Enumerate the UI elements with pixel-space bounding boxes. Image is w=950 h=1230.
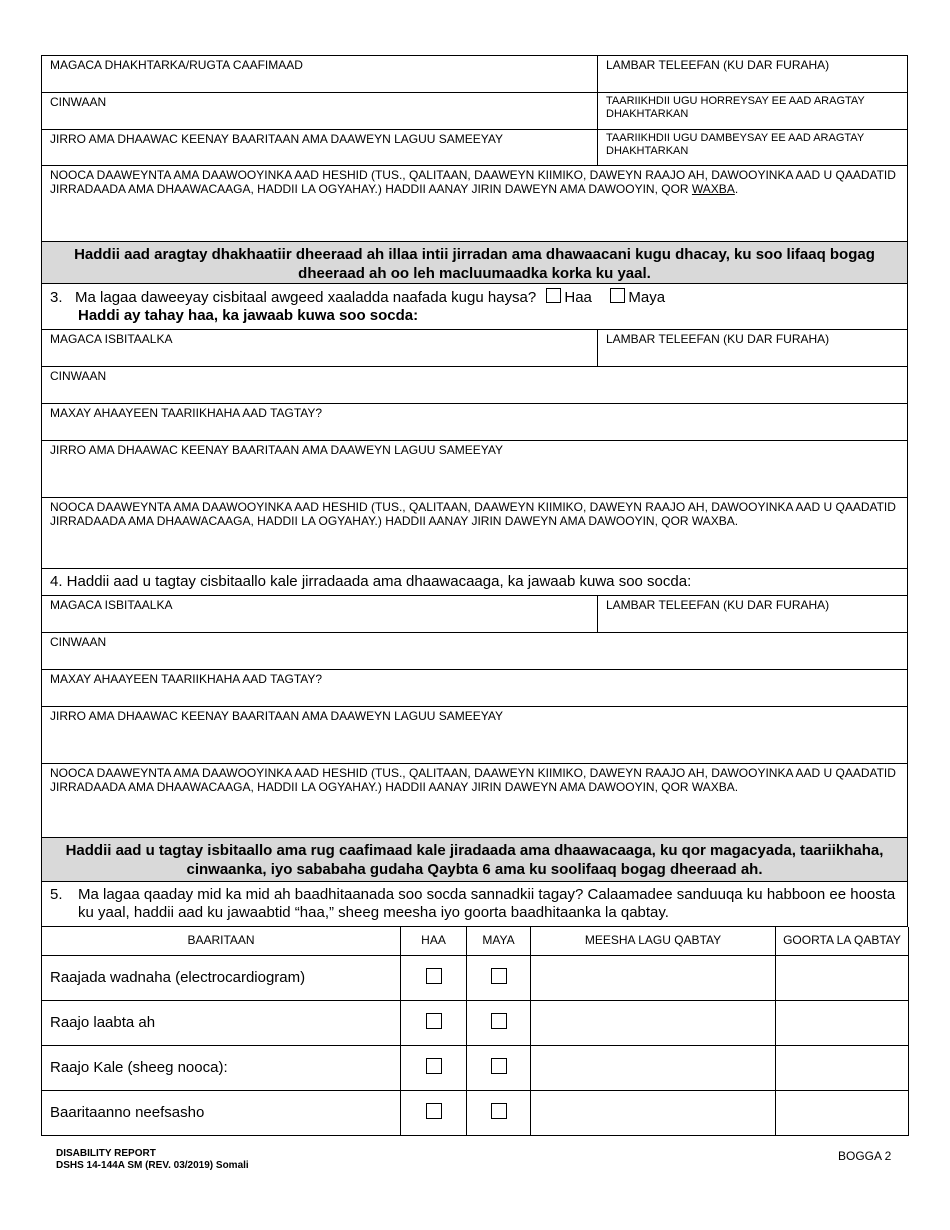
test-name: Raajo Kale (sheeg nooca): (42, 1045, 401, 1090)
question-5 (41, 882, 908, 927)
band-additional-doctors (41, 242, 908, 284)
yes-cell (401, 955, 467, 1000)
q4-dates-row (41, 670, 908, 707)
question-3-number: 3. (50, 289, 63, 306)
when-field[interactable] (776, 1090, 909, 1135)
q4-phone-field[interactable] (597, 596, 907, 632)
header-yes: HAA (401, 927, 467, 955)
when-field[interactable] (776, 1000, 909, 1045)
q4-treatment-row (41, 764, 908, 838)
q3-tests-label: JIRRO AMA DHAAWAC KEENAY BAARITAAN AMA DAAWEYN LAGUU SAMEEYAY (50, 443, 503, 457)
q4-treatment-label: NOOCA DAAWEYNTA AMA DAAWOOYINKA AAD HESHID (TUS., QALITAAN, DAAWEYN KIIMIKO, DAWEYN RAAJO AH, DAWOOYINKA AAD U QAADATID JIRRADAADA AMA DHAAWACAAGA, HADDII LA OGYAHAY.) HADDII AANAY JIRIN DAWEYN AMA DAWOOYIN, QOR WAXBA. (50, 766, 896, 794)
no-cell (467, 955, 531, 1000)
doctor-row-1 (41, 55, 908, 93)
q3-dates-label: MAXAY AHAAYEEN TAARIIKHAHA AAD TAGTAY? (50, 406, 323, 420)
q4-dates-label: MAXAY AHAAYEEN TAARIIKHAHA AAD TAGTAY? (50, 672, 323, 686)
question-3 (41, 284, 908, 330)
doctor-treatment-waxba: WAXBA (691, 182, 735, 196)
table-row (42, 955, 909, 1000)
test-name: Raajo laabta ah (42, 1000, 401, 1045)
q3-hospital-name-label: MAGACA ISBITAALKA (50, 332, 173, 346)
table-row (42, 1000, 909, 1045)
table-row (42, 1045, 909, 1090)
footer-title: DISABILITY REPORT (56, 1148, 156, 1159)
q4-tests-field[interactable] (42, 707, 907, 763)
no-cell (467, 1045, 531, 1090)
no-checkbox[interactable] (491, 1058, 507, 1074)
tests-table-header (42, 927, 909, 955)
doctor-phone-field[interactable] (597, 56, 907, 92)
first-visit-date-field[interactable] (597, 93, 907, 129)
q3-treatment-field[interactable] (42, 498, 907, 568)
place-field[interactable] (531, 1090, 776, 1135)
no-checkbox[interactable] (491, 1013, 507, 1029)
header-test: BAARITAAN (42, 927, 401, 955)
doctor-phone-label: LAMBAR TELEEFAN (KU DAR FURAHA) (606, 58, 830, 72)
no-checkbox[interactable] (491, 1103, 507, 1119)
doctor-tests-field[interactable] (42, 130, 597, 165)
q4-hospital-row (41, 596, 908, 633)
q3-dates-row (41, 404, 908, 441)
q4-hospital-name-field[interactable] (42, 596, 597, 632)
q3-yes-label: Haa (564, 289, 592, 306)
footer-form-id: DSHS 14-144A SM (REV. 03/2019) Somali (56, 1160, 249, 1171)
q4-address-label: CINWAAN (50, 635, 107, 649)
question-5-number: 5. (50, 886, 63, 903)
test-name: Raajada wadnaha (electrocardiogram) (42, 955, 401, 1000)
question-3-text: Ma lagaa daweeyay cisbitaal awgeed xaaladda naafada kugu haysa? (75, 289, 537, 306)
yes-checkbox[interactable] (426, 1013, 442, 1029)
yes-cell (401, 1045, 467, 1090)
place-field[interactable] (531, 955, 776, 1000)
q4-treatment-field[interactable] (42, 764, 907, 837)
no-checkbox[interactable] (491, 968, 507, 984)
test-name: Baaritaanno neefsasho (42, 1090, 401, 1135)
q3-no-checkbox[interactable] (610, 288, 625, 303)
q3-address-label: CINWAAN (50, 369, 107, 383)
yes-cell (401, 1000, 467, 1045)
band-other-hospitals (41, 838, 908, 882)
additional-doctors-note: Haddii aad aragtay dhakhaatiir dheeraad ah illaa intii jirradan ama dhawaacani kugu dhacay, ku soo lifaaq bogag dheeraad ah oo leh macluumaadka korka ku yaal. (42, 242, 907, 283)
header-when: GOORTA LA QABTAY (776, 927, 909, 955)
yes-checkbox[interactable] (426, 1103, 442, 1119)
question-5-content (42, 882, 907, 926)
q3-phone-label: LAMBAR TELEEFAN (KU DAR FURAHA) (606, 332, 830, 346)
yes-cell (401, 1090, 467, 1135)
doctor-row-2 (41, 93, 908, 130)
q4-address-row (41, 633, 908, 670)
doctor-address-label: CINWAAN (50, 95, 107, 109)
disability-form (41, 55, 908, 1136)
question-4-text: 4. Haddii aad u tagtay cisbitaallo kale jirradaada ama dhaawacaaga, ka jawaab kuwa soo socda: (50, 573, 692, 590)
doctor-treatment-period: . (734, 182, 739, 196)
no-cell (467, 1090, 531, 1135)
q4-tests-label: JIRRO AMA DHAAWAC KEENAY BAARITAAN AMA DAAWEYN LAGUU SAMEEYAY (50, 709, 503, 723)
place-field[interactable] (531, 1045, 776, 1090)
footer-form-info (56, 1148, 249, 1172)
q3-address-field[interactable] (42, 367, 907, 403)
when-field[interactable] (776, 955, 909, 1000)
q3-treatment-row (41, 498, 908, 569)
doctor-treatment-label: NOOCA DAAWEYNTA AMA DAAWOOYINKA AAD HESHID (TUS., QALITAAN, DAAWEYN KIIMIKO, DAWEYN RAAJO AH, DAWOOYINKA AAD U QAADATID JIRRADAADA AMA DHAAWACAAGA, HADDII LA OGYAHAY.) HADDII AANAY JIRIN DAWEYN AMA DAWOOYIN, QOR (50, 168, 896, 196)
doctor-tests-label: JIRRO AMA DHAAWAC KEENAY BAARITAAN AMA DAAWEYN LAGUU SAMEEYAY (50, 132, 503, 146)
table-row (42, 1090, 909, 1135)
q4-dates-field[interactable] (42, 670, 907, 706)
q3-hospital-row (41, 330, 908, 367)
first-visit-date-label: TAARIIKHDII UGU HORREYSAY EE AAD ARAGTAY DHAKHTARKAN (606, 95, 865, 120)
tests-table (41, 927, 909, 1136)
when-field[interactable] (776, 1045, 909, 1090)
no-cell (467, 1000, 531, 1045)
q3-no-label: Maya (628, 289, 666, 306)
q4-phone-label: LAMBAR TELEEFAN (KU DAR FURAHA) (606, 598, 830, 612)
q3-phone-field[interactable] (597, 330, 907, 366)
doctor-treatment-field[interactable] (42, 166, 907, 241)
doctor-name-label: MAGACA DHAKHTARKA/RUGTA CAAFIMAAD (50, 58, 303, 72)
header-no: MAYA (467, 927, 531, 955)
q4-hospital-name-label: MAGACA ISBITAALKA (50, 598, 173, 612)
q3-tests-row (41, 441, 908, 498)
q3-hospital-name-field[interactable] (42, 330, 597, 366)
place-field[interactable] (531, 1000, 776, 1045)
doctor-row-3 (41, 130, 908, 166)
doctor-address-field[interactable] (42, 93, 597, 129)
q3-address-row (41, 367, 908, 404)
other-hospitals-note: Haddii aad u tagtay isbitaallo ama rug caafimaad kale jiradaada ama dhaawacaaga, ku qor magacyada, taariikhaha, cinwaanka, iyo sababaha gudaha Qaybta 6 ama ku soolifaaq bogag dheeraad ah. (42, 838, 907, 881)
last-visit-date-field[interactable] (597, 130, 907, 165)
question-3-followup: Haddi ay tahay haa, ka jawaab kuwa soo socda: (78, 307, 419, 324)
q4-tests-row (41, 707, 908, 764)
q3-treatment-label: NOOCA DAAWEYNTA AMA DAAWOOYINKA AAD HESHID (TUS., QALITAAN, DAAWEYN KIIMIKO, DAWEYN RAAJO AH, DAWOOYINKA AAD U QAADATID JIRRADAADA AMA DHAAWACAAGA, HADDII LA OGYAHAY.) HADDII AANAY JIRIN DAWEYN AMA DAWOOYIN, QOR WAXBA. (50, 500, 896, 528)
q3-tests-field[interactable] (42, 441, 907, 497)
yes-checkbox[interactable] (426, 1058, 442, 1074)
doctor-treatment-row (41, 166, 908, 242)
doctor-name-field[interactable] (42, 56, 597, 92)
question-4 (41, 569, 908, 596)
header-place: MEESHA LAGU QABTAY (531, 927, 776, 955)
question-3-content (42, 284, 907, 329)
page-number: BOGGA 2 (838, 1149, 892, 1163)
q3-dates-field[interactable] (42, 404, 907, 440)
yes-checkbox[interactable] (426, 968, 442, 984)
q3-yes-checkbox[interactable] (546, 288, 561, 303)
q4-address-field[interactable] (42, 633, 907, 669)
question-5-text: Ma lagaa qaaday mid ka mid ah baadhitaanada soo socda sannadkii tagay? Calaamadee sanduuqa ku habboon ee hoosta ku yaal, haddii aad ku jawaabtid “haa,” sheeg meesha iyo goorta baadhitaanka la qabtay. (78, 886, 896, 921)
last-visit-date-label: TAARIIKHDII UGU DAMBEYSAY EE AAD ARAGTAY DHAKHTARKAN (606, 132, 864, 157)
